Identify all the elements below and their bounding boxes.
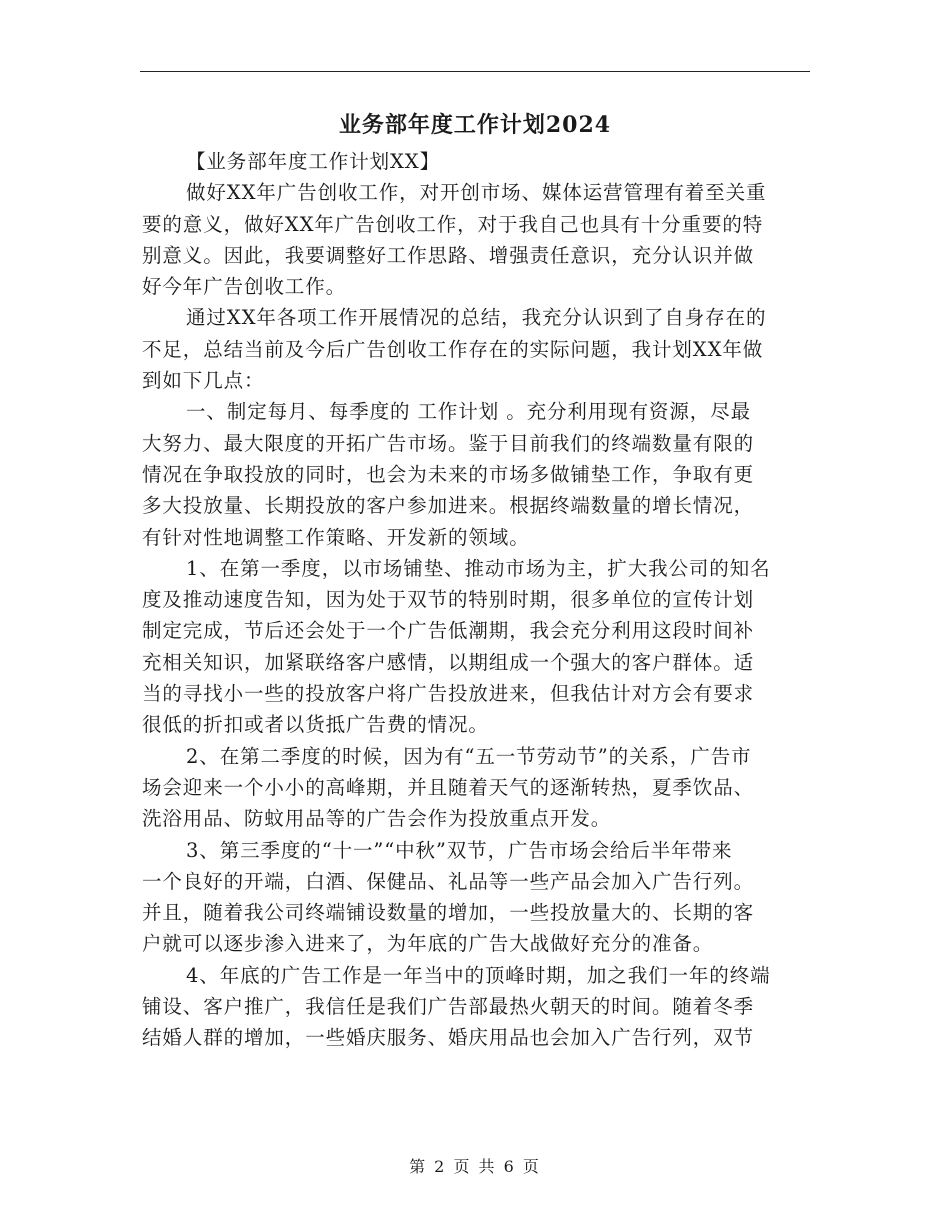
body-line: 一、制定每月、每季度的 工作计划 。充分利用现有资源，尽最 xyxy=(186,400,751,424)
body-line: 要的意义，做好XX年广告创收工作，对于我自己也具有十分重要的特 xyxy=(142,212,764,236)
body-line: 充相关知识，加紧联络客户感情，以期组成一个强大的客户群体。适 xyxy=(142,650,755,674)
body-line: 好今年广告创收工作。 xyxy=(142,275,347,299)
body-line: 1、在第一季度，以市场铺垫、推动市场为主，扩大我公司的知名 xyxy=(186,556,771,580)
body-line: 通过XX年各项工作开展情况的总结，我充分认识到了自身存在的 xyxy=(186,306,767,330)
body-line: 一个良好的开端，白酒、保健品、礼品等一些产品会加入广告行列。 xyxy=(142,869,755,893)
body-line: 并且，随着我公司终端铺设数量的增加，一些投放量大的、长期的客 xyxy=(142,901,755,925)
body-line: 很低的折扣或者以货抵广告费的情况。 xyxy=(142,713,489,737)
body-line: 情况在争取投放的同时，也会为未来的市场多做铺垫工作，争取有更 xyxy=(142,462,755,486)
header-rule xyxy=(140,71,810,72)
body-line: 3、第三季度的“十一”“中秋”双节，广告市场会给后半年带来 xyxy=(186,838,733,862)
body-line: 4、年底的广告工作是一年当中的顶峰时期，加之我们一年的终端 xyxy=(186,963,771,987)
body-line: 多大投放量、长期投放的客户参加进来。根据终端数量的增长情况， xyxy=(142,494,755,518)
document-body xyxy=(142,146,810,1054)
body-line: 铺设、客户推广，我信任是我们广告部最热火朝天的时间。随着冬季 xyxy=(142,995,755,1019)
body-line: 当的寻找小一些的投放客户将广告投放进来，但我估计对方会有要求 xyxy=(142,682,755,706)
document-title: 业务部年度工作计划2024 xyxy=(338,112,612,138)
body-line: 2、在第二季度的时候，因为有“五一节劳动节”的关系，广告市 xyxy=(186,744,752,768)
body-line: 不足，总结当前及今后广告创收工作存在的实际问题，我计划XX年做 xyxy=(142,337,764,361)
body-line: 户就可以逐步渗入进来了，为年底的广告大战做好充分的准备。 xyxy=(142,932,714,956)
body-line: 大努力、最大限度的开拓广告市场。鉴于目前我们的终端数量有限的 xyxy=(142,431,755,455)
page-number: 第 2 页 共 6 页 xyxy=(409,1157,541,1176)
body-line: 到如下几点： xyxy=(142,369,265,393)
body-line: 制定完成，节后还会处于一个广告低潮期，我会充分利用这段时间补 xyxy=(142,619,755,643)
body-line: 有针对性地调整工作策略、开发新的领域。 xyxy=(142,525,530,549)
body-line: 度及推动速度告知，因为处于双节的特别时期，很多单位的宣传计划 xyxy=(142,588,755,612)
body-line: 别意义。因此，我要调整好工作思路、增强责任意识，充分认识并做 xyxy=(142,243,755,267)
body-line: 洗浴用品、防蚊用品等的广告会作为投放重点开发。 xyxy=(142,807,612,831)
body-line: 结婚人群的增加，一些婚庆服务、婚庆用品也会加入广告行列，双节 xyxy=(142,1026,755,1050)
body-line: 场会迎来一个小小的高峰期，并且随着天气的逐渐转热，夏季饮品、 xyxy=(142,775,755,799)
body-line: 【业务部年度工作计划XX】 xyxy=(186,150,440,173)
body-line: 做好XX年广告创收工作，对开创市场、媒体运营管理有着至关重 xyxy=(186,181,767,205)
